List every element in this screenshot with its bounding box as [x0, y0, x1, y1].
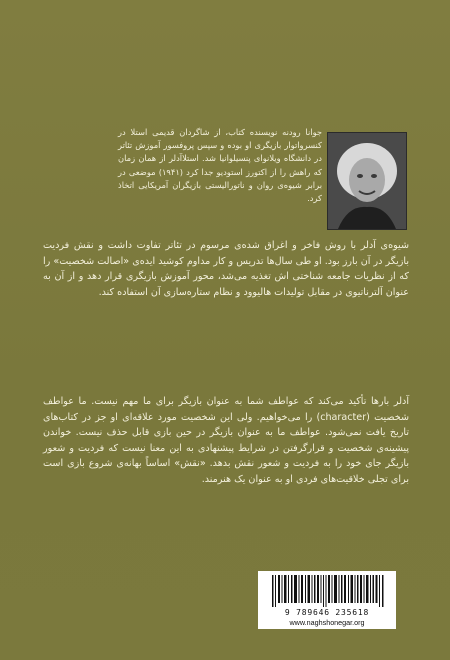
author-bio-text: جوانا رودنه نویسنده کتاب، از شاگردان قدیمی استلا در کنسرواتوار بازیگری او بوده و سپس پروفسور آموزش تئاتر در دانشگاه ویلانوای پنسیلوانیا شد. استلا‌آدلر از همان زمان که راهش را از اکتورز استودیو جدا کرد (۱۹۴۱) موضعی در برابر شیوه‌ی روان و ناتورالیستی بازیگران آمریکایی اتخاذ کرد. [118, 127, 322, 204]
portrait-image [328, 133, 406, 229]
paragraph-2-text: آدلر بارها تأکید می‌کند که عواطف شما به عنوان بازیگر برای ما مهم نیست. ما عواطف شخصیت (character) را می‌خواهیم. ولی این شخصیت مورد علاقه‌ای او جز در کتاب‌های تاریخ یافت نمی‌شود. عواطف ما به عنوان بازیگر در حین بازی قابل حذف نیست. خواندن پیشینه‌ی شخصیت و قرارگرفتن در شرایط پیشنهادی به این معنا نیست که فردیت و شعور بازیگر جای خود را به فردیت و شعور نقش بدهد. «نقش» اساساً بهانه‌ی شروع بازی است برای تجلی خلاقیت‌های فردی او به عنوان یک هنرمند. [43, 396, 409, 485]
publisher-website[interactable]: www.naghshonegar.org [289, 618, 365, 627]
author-photo [327, 132, 407, 230]
paragraph-1-text: شیوه‌ی آدلر با روش فاخر و اغراق شده‌ی مرسوم در تئاتر تفاوت داشت و نقش فردیت بازیگر در آن بارز بود. او طی سال‌ها تدریس و کار مداوم کوشید ایده‌ی «اصالت شخصیت» را که از نظریات جامعه شناختی اش تغذیه می‌شد، محور آموزش بازیگری قرار دهد و از آن به عنوان آلترناتیوی در مقابل تولیدات هالیوود و نظام ستاره‌سازی آن استفاده کند. [43, 240, 409, 298]
isbn-barcode [258, 571, 396, 629]
barcode-bars [272, 575, 384, 607]
author-bio [118, 126, 322, 205]
paragraph-1 [43, 238, 409, 300]
paragraph-2 [43, 394, 409, 488]
isbn-digits: 9 789646 235618 [284, 608, 370, 617]
